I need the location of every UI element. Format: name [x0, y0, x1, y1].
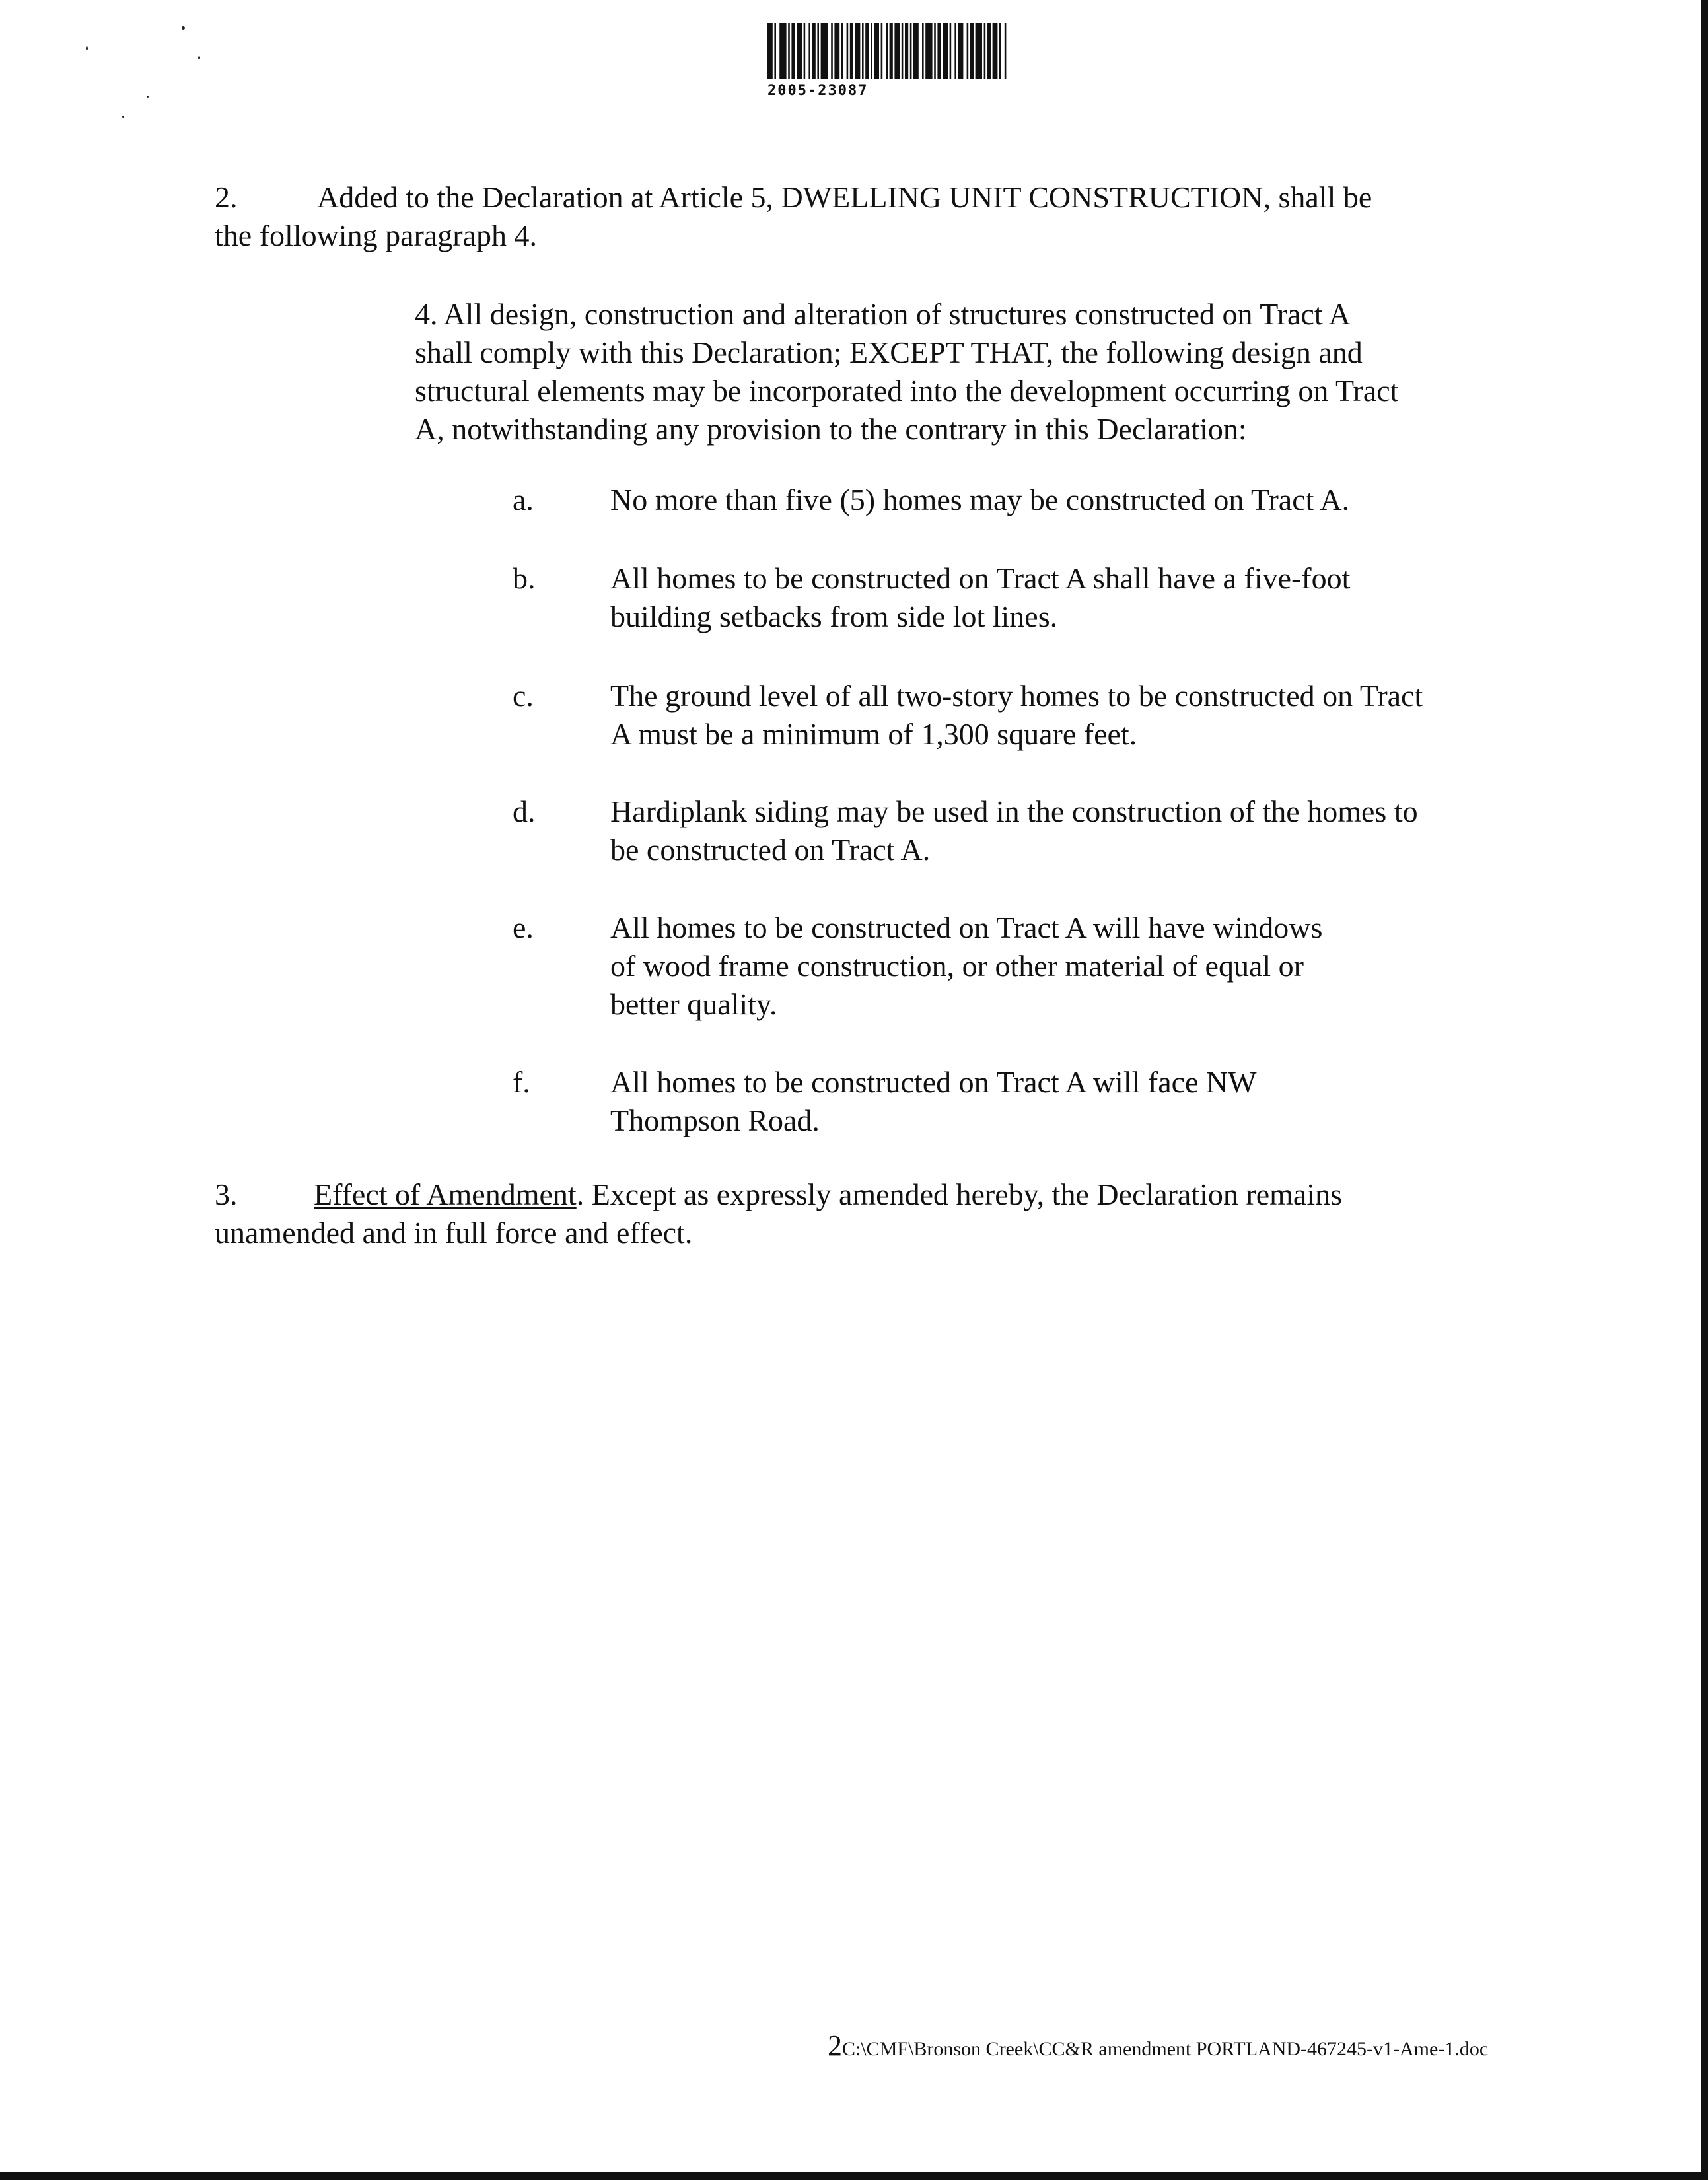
list-item-line: be constructed on Tract A. [610, 833, 931, 866]
barcode-bar [817, 23, 819, 79]
barcode-bar [847, 23, 849, 79]
barcode-bar [954, 23, 956, 79]
paragraph-4-line: 4. All design, construction and alteration of structures constructed on Tract A [415, 297, 1351, 331]
barcode-bar [841, 23, 843, 79]
paragraph-2-text-cont: the following paragraph 4. [215, 219, 537, 252]
list-item-line: All homes to be constructed on Tract A will have windows [610, 911, 1323, 944]
barcode-bar [831, 23, 833, 79]
paragraph-3 [215, 1176, 1503, 1252]
barcode-bar [865, 23, 869, 79]
scan-speck [182, 26, 185, 30]
barcode-bar [999, 23, 1001, 79]
paragraph-4 [415, 295, 1524, 448]
barcode-bar [791, 23, 795, 79]
barcode-bar [894, 23, 900, 79]
list-item-line: A must be a minimum of 1,300 square feet. [610, 717, 1137, 751]
barcode-bar [797, 23, 802, 79]
barcode-bar [881, 23, 883, 79]
list-item-letter: a. [513, 483, 534, 516]
barcode-bar [779, 23, 786, 79]
paragraph-4-line: shall comply with this Declaration; EXCEPT THAT, the following design and [415, 335, 1363, 369]
barcode-bar [1005, 23, 1007, 79]
barcode-bar [987, 23, 991, 79]
file-path: C:\CMF\Bronson Creek\CC&R amendment PORTLAND-467245-v1-Ame-1.doc [842, 2038, 1489, 2060]
barcode-bar [910, 23, 912, 79]
scan-speck [198, 56, 200, 59]
paragraph-3-number: 3. [215, 1178, 238, 1211]
barcode-bar [812, 23, 816, 79]
barcode-bar [967, 23, 969, 79]
footer [828, 2029, 1488, 2062]
paragraph-3-text: . Except as expressly amended hereby, the Declaration remains [576, 1178, 1343, 1211]
barcode-image [766, 23, 1070, 79]
list-item-letter: e. [513, 911, 534, 944]
barcode-bar [984, 23, 986, 79]
paragraph-2 [215, 178, 1503, 255]
list-item-line: All homes to be constructed on Tract A shall have a five-foot [610, 561, 1351, 595]
paragraph-4-line: A, notwithstanding any provision to the contrary in this Declaration: [415, 412, 1247, 446]
barcode-bar [970, 23, 974, 79]
paragraph-2-number: 2. [215, 180, 238, 214]
scan-speck [147, 96, 149, 98]
barcode-bar [937, 23, 941, 79]
barcode-number: 2005-23087 [767, 83, 869, 99]
list-item-line: of wood frame construction, or other material of equal or [610, 949, 1304, 983]
barcode-bar [993, 23, 998, 79]
barcode-bar [804, 23, 806, 79]
barcode-bar [862, 23, 864, 79]
scan-edge-bottom [0, 2172, 1708, 2180]
scan-speck [122, 116, 124, 118]
scan-speck [86, 46, 88, 50]
barcode-bar [950, 23, 952, 79]
barcode-bar [922, 23, 924, 79]
barcode-bar [808, 23, 810, 79]
barcode-bar [874, 23, 879, 79]
barcode-bar [821, 23, 828, 79]
list-item-line: Hardiplank siding may be used in the construction of the homes to [610, 794, 1418, 828]
barcode-bar [976, 23, 982, 79]
barcode-bar [767, 23, 773, 79]
list-item-line: The ground level of all two-story homes to be constructed on Tract [610, 679, 1423, 713]
barcode-bar [886, 23, 888, 79]
list-item-letter: c. [513, 679, 534, 713]
list-item-letter: f. [513, 1065, 530, 1099]
list-item-line: All homes to be constructed on Tract A will face NW [610, 1065, 1257, 1099]
barcode-bar [890, 23, 893, 79]
barcode-bar [855, 23, 861, 79]
list-item-letter: d. [513, 794, 536, 828]
list-item-letter: b. [513, 561, 536, 595]
barcode-bar [943, 23, 948, 79]
paragraph-3-heading: Effect of Amendment [314, 1178, 577, 1211]
barcode-bar [913, 23, 919, 79]
barcode-bar [871, 23, 872, 79]
list-item-line: No more than five (5) homes may be constructed on Tract A. [610, 483, 1350, 516]
page-number: 2 [828, 2029, 842, 2062]
barcode-bar [774, 23, 776, 79]
barcode-bar [925, 23, 932, 79]
paragraph-2-text: Added to the Declaration at Article 5, DWELLING UNIT CONSTRUCTION, shall be [317, 180, 1372, 214]
list-item-line: better quality. [610, 987, 777, 1021]
paragraph-3-text-cont: unamended and in full force and effect. [215, 1216, 693, 1249]
list-item-line: building setbacks from side lot lines. [610, 600, 1058, 633]
barcode-bar [958, 23, 964, 79]
barcode-bar [850, 23, 853, 79]
list-item-line: Thompson Road. [610, 1104, 820, 1137]
barcode-bar [788, 23, 790, 79]
scan-edge-right [1701, 0, 1708, 2180]
paragraph-4-line: structural elements may be incorporated into the development occurring on Tract [415, 374, 1399, 407]
barcode-bar [934, 23, 936, 79]
barcode-bar [834, 23, 839, 79]
barcode-bar [902, 23, 904, 79]
barcode-bar [905, 23, 908, 79]
